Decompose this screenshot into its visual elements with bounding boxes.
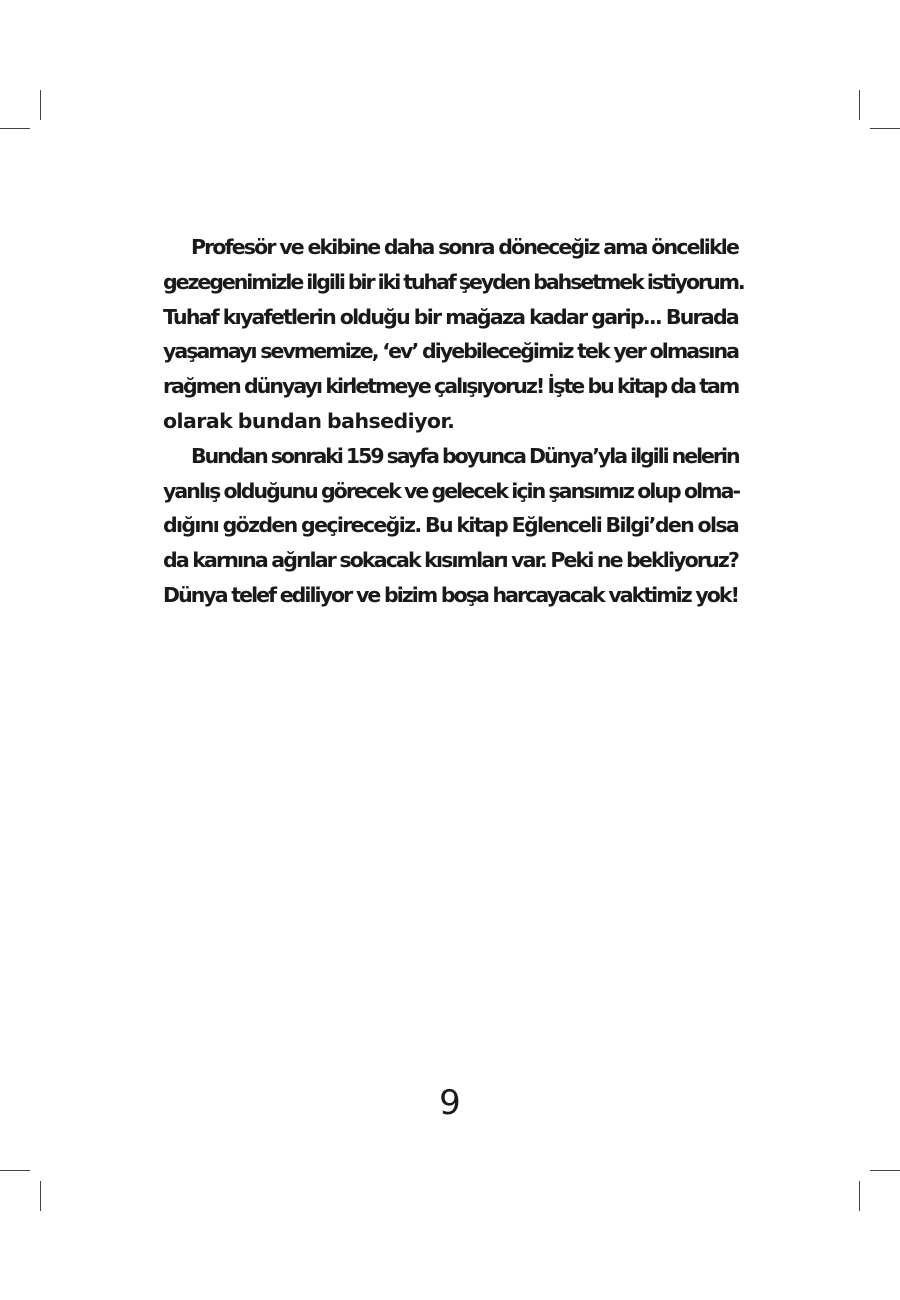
- body-text: [163, 230, 744, 613]
- text-line: Profesör ve ekibine daha sonra döneceğiz ama öncelikle: [191, 235, 738, 259]
- crop-mark-bottom-left-vertical: [40, 1181, 41, 1211]
- text-line: dığını gözden geçireceğiz. Bu kitap Eğlenceli Bilgi’den olsa: [163, 513, 739, 538]
- text-line: Bundan sonraki 159 sayfa boyunca Dünya’yla ilgili nelerin: [191, 443, 739, 468]
- crop-mark-top-right-horizontal: [870, 128, 900, 129]
- text-line: Tuhaf kıyafetlerin olduğu bir mağaza kadar garip... Burada: [163, 304, 738, 329]
- crop-mark-bottom-right-vertical: [859, 1181, 860, 1211]
- text-line: yaşamayı sevmemize, ‘ev’ diyebileceğimiz tek yer olmasına: [163, 339, 738, 364]
- page-number: 9: [439, 1083, 461, 1123]
- paragraph-1: [163, 230, 744, 439]
- crop-mark-bottom-left-horizontal: [0, 1170, 30, 1171]
- text-line: olarak bundan bahsediyor.: [163, 408, 455, 433]
- text-line: Dünya telef ediliyor ve bizim boşa harcayacak vaktimiz yok!: [163, 582, 738, 607]
- paragraph-2: [163, 439, 738, 613]
- crop-mark-top-left-vertical: [40, 90, 41, 120]
- text-line: da karnına ağrılar sokacak kısımları var. Peki ne bekliyoruz?: [163, 548, 738, 573]
- crop-mark-top-left-horizontal: [0, 128, 30, 129]
- crop-mark-bottom-right-horizontal: [870, 1170, 900, 1171]
- crop-mark-top-right-vertical: [859, 90, 860, 120]
- text-line: gezegenimizle ilgili bir iki tuhaf şeyden bahsetmek istiyorum.: [163, 269, 744, 294]
- text-line: yanlış olduğunu görecek ve gelecek için şansımız olup olma-: [163, 478, 740, 503]
- text-line: rağmen dünyayı kirletmeye çalışıyoruz! İşte bu kitap da tam: [163, 374, 739, 399]
